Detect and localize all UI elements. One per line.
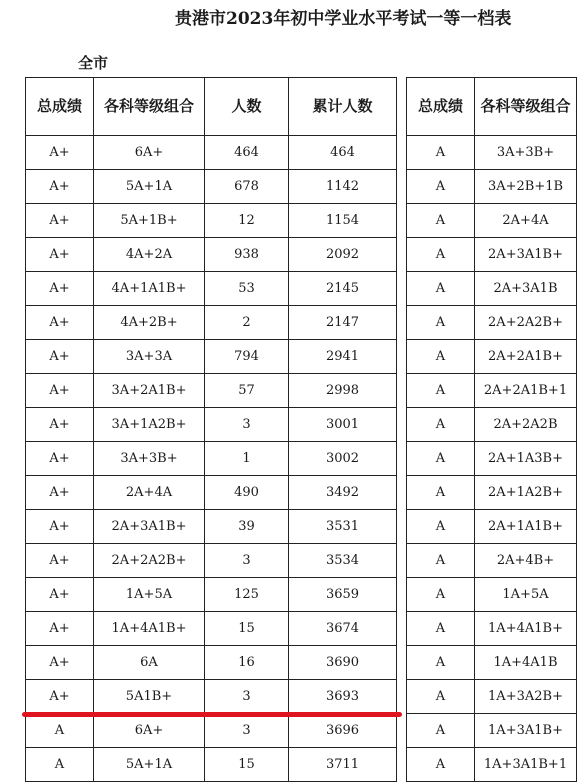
cell-count: 16 [205,646,289,680]
cell-subject-combination: 2A+4A [94,476,205,510]
cell-subject-combination: 1A+4A1B+ [94,612,205,646]
table-row [407,238,577,272]
grade-table-left [25,77,397,782]
table-row [26,714,397,748]
table-row [26,476,397,510]
cell-total-grade: A [407,306,475,340]
cell-cumulative-count: 3002 [289,442,397,476]
header-total-grade: 总成绩 [407,78,475,136]
table-row [407,510,577,544]
cell-total-grade: A [407,408,475,442]
cell-total-grade: A [407,748,475,782]
table-row [407,748,577,782]
cell-subject-combination: 2A+2A2B+ [94,544,205,578]
cell-subject-combination: 2A+3A1B [475,272,577,306]
cell-subject-combination: 1A+4A1B+ [475,612,577,646]
table-row [407,374,577,408]
header-subject-combination: 各科等级组合 [475,78,577,136]
table-row [26,136,397,170]
cell-count: 125 [205,578,289,612]
table-row [407,578,577,612]
cell-count: 15 [205,748,289,782]
cell-subject-combination: 5A+1A [94,170,205,204]
cell-subject-combination: 2A+4B+ [475,544,577,578]
cell-count: 53 [205,272,289,306]
table-row [407,136,577,170]
table-row [26,408,397,442]
cell-subject-combination: 6A+ [94,136,205,170]
cell-count: 2 [205,306,289,340]
cell-cumulative-count: 3492 [289,476,397,510]
cell-subject-combination: 2A+3A1B+ [94,510,205,544]
cell-total-grade: A [407,714,475,748]
cell-cumulative-count: 3001 [289,408,397,442]
table-row [407,408,577,442]
cell-count: 15 [205,612,289,646]
cell-total-grade: A+ [26,680,94,714]
table-row [407,306,577,340]
cell-subject-combination: 2A+2A2B+ [475,306,577,340]
table-row [26,204,397,238]
cell-total-grade: A [407,238,475,272]
table-row [407,170,577,204]
cell-total-grade: A [407,544,475,578]
cell-total-grade: A [407,374,475,408]
table-row [26,170,397,204]
cell-subject-combination: 4A+2B+ [94,306,205,340]
cell-count: 938 [205,238,289,272]
cell-total-grade: A [407,442,475,476]
table-row [26,544,397,578]
cell-subject-combination: 5A1B+ [94,680,205,714]
cell-total-grade: A+ [26,646,94,680]
cell-total-grade: A [407,612,475,646]
table-row [26,340,397,374]
table-row [26,748,397,782]
cell-subject-combination: 1A+5A [94,578,205,612]
cell-cumulative-count: 1154 [289,204,397,238]
cell-total-grade: A [407,204,475,238]
cell-total-grade: A [407,170,475,204]
cell-subject-combination: 1A+5A [475,578,577,612]
cell-total-grade: A+ [26,612,94,646]
cell-count: 39 [205,510,289,544]
table-row [26,510,397,544]
cell-cumulative-count: 3693 [289,680,397,714]
cell-subject-combination: 2A+4A [475,204,577,238]
table-row [407,340,577,374]
cell-count: 1 [205,442,289,476]
cell-total-grade: A+ [26,204,94,238]
cell-total-grade: A [407,646,475,680]
cell-subject-combination: 2A+1A2B+ [475,476,577,510]
header-subject-combination: 各科等级组合 [94,78,205,136]
cell-subject-combination: 3A+3B+ [94,442,205,476]
cell-subject-combination: 1A+4A1B [475,646,577,680]
cell-total-grade: A+ [26,408,94,442]
cell-cumulative-count: 3711 [289,748,397,782]
table-row [407,476,577,510]
cell-count: 3 [205,680,289,714]
cell-total-grade: A+ [26,170,94,204]
cell-subject-combination: 2A+1A3B+ [475,442,577,476]
cell-count: 464 [205,136,289,170]
cell-cumulative-count: 2941 [289,340,397,374]
cell-total-grade: A+ [26,272,94,306]
region-label: 全市 [78,54,109,72]
cell-total-grade: A [407,476,475,510]
cell-subject-combination: 5A+1A [94,748,205,782]
cell-total-grade: A [407,510,475,544]
cell-subject-combination: 3A+3A [94,340,205,374]
cell-total-grade: A+ [26,238,94,272]
cell-total-grade: A+ [26,442,94,476]
cell-total-grade: A [26,714,94,748]
cell-subject-combination: 6A [94,646,205,680]
cell-cumulative-count: 2145 [289,272,397,306]
cell-total-grade: A [26,748,94,782]
table-row [407,272,577,306]
cell-total-grade: A [407,578,475,612]
cell-count: 3 [205,714,289,748]
table-row [26,646,397,680]
cell-cumulative-count: 2092 [289,238,397,272]
table-row [26,238,397,272]
cell-count: 794 [205,340,289,374]
header-total-grade: 总成绩 [26,78,94,136]
table-row [407,646,577,680]
cell-total-grade: A+ [26,544,94,578]
cell-subject-combination: 3A+2A1B+ [94,374,205,408]
cell-subject-combination: 4A+2A [94,238,205,272]
table-header-row [407,78,577,136]
table-row [26,374,397,408]
table-row [26,680,397,714]
cell-subject-combination: 1A+3A1B+ [475,714,577,748]
cell-subject-combination: 1A+3A1B+1 [475,748,577,782]
cell-total-grade: A+ [26,510,94,544]
cell-cumulative-count: 3531 [289,510,397,544]
cell-total-grade: A [407,680,475,714]
header-cumulative-count: 累计人数 [289,78,397,136]
table-row [407,544,577,578]
table-row [26,272,397,306]
table-row [407,612,577,646]
table-row [407,714,577,748]
table-row [26,306,397,340]
cell-total-grade: A+ [26,306,94,340]
cell-cumulative-count: 3534 [289,544,397,578]
cell-cumulative-count: 2147 [289,306,397,340]
cell-total-grade: A+ [26,340,94,374]
cell-count: 678 [205,170,289,204]
cell-total-grade: A [407,272,475,306]
cell-subject-combination: 1A+3A2B+ [475,680,577,714]
cell-count: 3 [205,408,289,442]
cell-cumulative-count: 3659 [289,578,397,612]
table-row [26,578,397,612]
cell-subject-combination: 3A+1A2B+ [94,408,205,442]
header-count: 人数 [205,78,289,136]
cell-subject-combination: 2A+1A1B+ [475,510,577,544]
table-row [26,442,397,476]
cell-subject-combination: 3A+3B+ [475,136,577,170]
cell-subject-combination: 2A+2A1B+1 [475,374,577,408]
cell-cumulative-count: 3690 [289,646,397,680]
table-row [26,612,397,646]
cell-subject-combination: 4A+1A1B+ [94,272,205,306]
cell-cumulative-count: 2998 [289,374,397,408]
cell-subject-combination: 2A+3A1B+ [475,238,577,272]
cell-subject-combination: 3A+2B+1B [475,170,577,204]
cell-cumulative-count: 3696 [289,714,397,748]
grade-table-right [406,77,577,782]
cell-subject-combination: 2A+2A2B [475,408,577,442]
cell-total-grade: A+ [26,136,94,170]
cell-cumulative-count: 464 [289,136,397,170]
cell-count: 57 [205,374,289,408]
cell-count: 490 [205,476,289,510]
cell-count: 12 [205,204,289,238]
cell-subject-combination: 6A+ [94,714,205,748]
highlight-underline [22,712,402,717]
cell-total-grade: A+ [26,374,94,408]
table-row [407,680,577,714]
cell-cumulative-count: 3674 [289,612,397,646]
table-row [407,204,577,238]
cell-cumulative-count: 1142 [289,170,397,204]
cell-total-grade: A+ [26,476,94,510]
cell-count: 3 [205,544,289,578]
cell-total-grade: A [407,340,475,374]
table-row [407,442,577,476]
cell-subject-combination: 2A+2A1B+ [475,340,577,374]
cell-total-grade: A [407,136,475,170]
cell-total-grade: A+ [26,578,94,612]
cell-subject-combination: 5A+1B+ [94,204,205,238]
table-header-row [26,78,397,136]
page-title: 贵港市2023年初中学业水平考试一等一档表 [175,9,512,29]
